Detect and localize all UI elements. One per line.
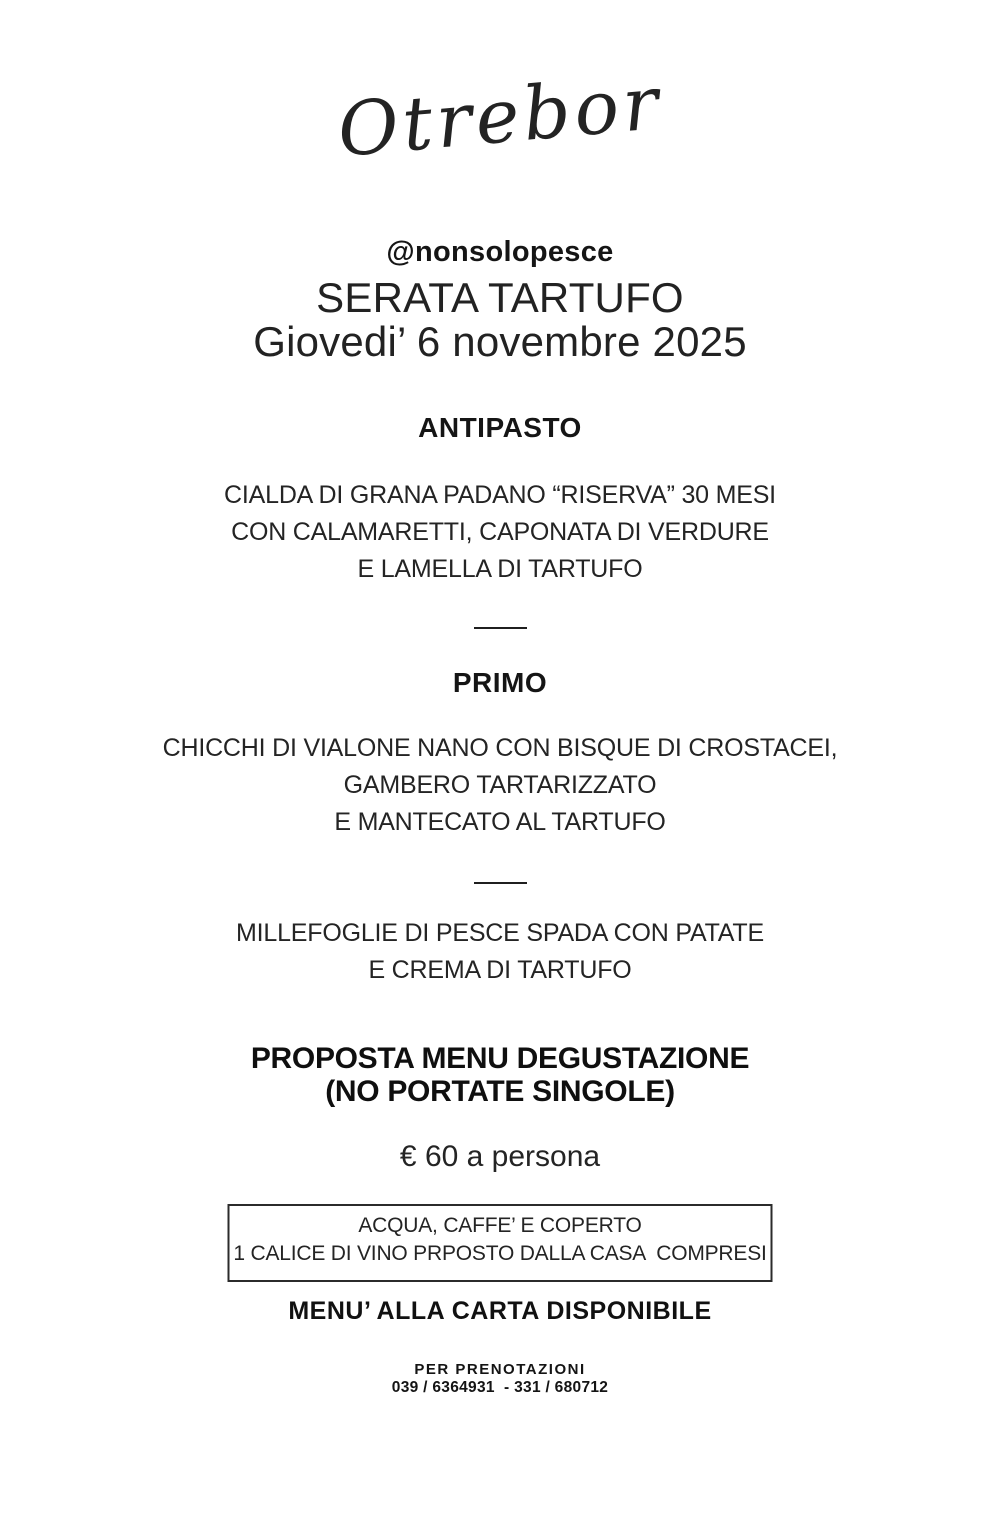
event-date: Giovedi’ 6 novembre 2025 xyxy=(253,318,747,365)
event-title: SERATA TARTUFO xyxy=(316,274,684,321)
antipasto-dish xyxy=(0,477,1000,588)
included-line: ACQUA, CAFFE’ E COPERTO xyxy=(358,1214,642,1237)
a-la-carte-note: MENU’ ALLA CARTA DISPONIBILE xyxy=(288,1297,712,1325)
section-heading-primo: PRIMO xyxy=(452,667,548,698)
tasting-menu-block xyxy=(0,1042,1000,1108)
reservations-label: PER PRENOTAZIONI xyxy=(414,1361,586,1378)
dish-line: MILLEFOGLIE DI PESCE SPADA CON PATATE xyxy=(236,919,764,947)
course-divider xyxy=(474,627,527,629)
course-divider xyxy=(474,882,527,884)
dish-line: E MANTECATO AL TARTUFO xyxy=(334,808,666,836)
dish-line: E CREMA DI TARTUFO xyxy=(368,956,632,984)
event-title-block xyxy=(0,276,1000,364)
reservations-phones: 039 / 6364931 - 331 / 680712 xyxy=(391,1379,609,1396)
dish-line: CON CALAMARETTI, CAPONATA DI VERDURE xyxy=(231,518,769,546)
primo-dish xyxy=(0,730,1000,841)
section-heading-antipasto: ANTIPASTO xyxy=(418,412,582,443)
dish-line: GAMBERO TARTARIZZATO xyxy=(343,771,657,799)
included-box xyxy=(228,1204,773,1282)
tasting-menu-subtitle: (NO PORTATE SINGOLE) xyxy=(325,1075,675,1108)
included-line: 1 CALICE DI VINO PRPOSTO DALLA CASA COMPRESI xyxy=(233,1242,767,1265)
dish-line: E LAMELLA DI TARTUFO xyxy=(357,555,643,583)
restaurant-logo: Otrebor xyxy=(334,60,666,174)
secondo-dish xyxy=(0,915,1000,989)
dish-line: CHICCHI DI VIALONE NANO CON BISQUE DI CROSTACEI, xyxy=(162,734,838,762)
reservations-block xyxy=(0,1361,1000,1397)
tasting-menu-title: PROPOSTA MENU DEGUSTAZIONE xyxy=(250,1042,750,1075)
dish-line: CIALDA DI GRANA PADANO “RISERVA” 30 MESI xyxy=(224,481,776,509)
tasting-menu-price: € 60 a persona xyxy=(399,1140,601,1173)
instagram-handle: @nonsolopesce xyxy=(386,236,614,268)
